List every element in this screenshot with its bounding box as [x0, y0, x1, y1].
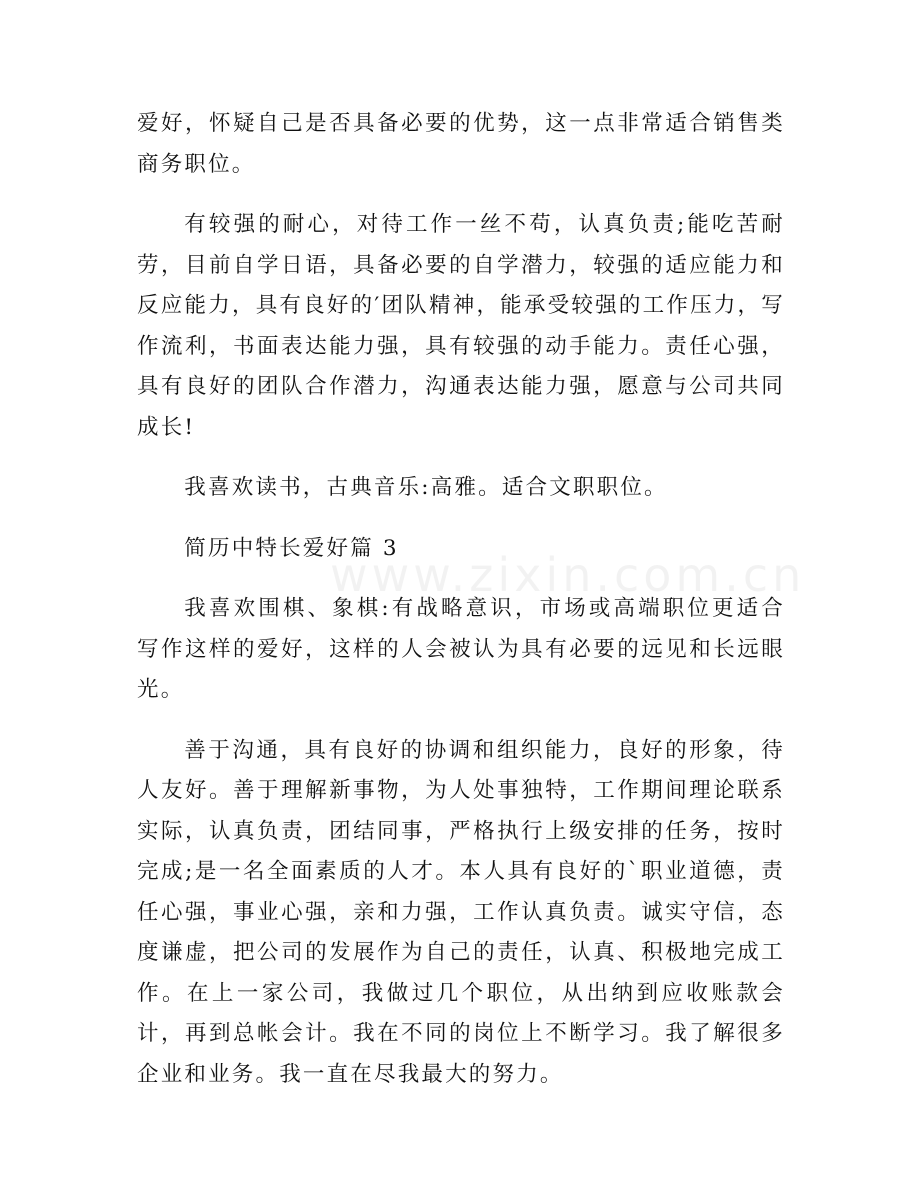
paragraph-patience-skills: 有较强的耐心，对待工作一丝不苟，认真负责;能吃苦耐劳，目前自学日语，具备必要的自学潜力，较强的适应能力和反应能力，具有良好的′团队精神，能承受较强的工作压力，写作流利，书面表达能力强，具有较强的动手能力。责任心强，具有良好的团队合作潜力，沟通表达能力强，愿意与公司共同成长! [137, 212, 785, 440]
watermark: www.zixin.com.cn [330, 548, 806, 602]
paragraph-chess: 我喜欢围棋、象棋:有战略意识，市场或高端职位更适合写作这样的爱好，这样的人会被认为具有必要的远见和长远眼光。 [137, 596, 785, 702]
section-heading: 简历中特长爱好篇 3 [184, 535, 399, 561]
paragraph-communication: 善于沟通，具有良好的协调和组织能力，良好的形象，待人友好。善于理解新事物，为人处事独特，工作期间理论联系实际，认真负责，团结同事，严格执行上级安排的任务，按时完成;是一名全面素质的人才。本人具有良好的`职业道德，责任心强，事业心强，亲和力强，工作认真负责。诚实守信，态度谦虚，把公司的发展作为自己的责任，认真、积极地完成工作。在上一家公司，我做过几个职位，从出纳到应收账款会计，再到总帐会计。我在不同的岗位上不断学习。我了解很多企业和业务。我一直在尽我最大的努力。 [137, 737, 785, 1087]
document-body [137, 104, 785, 1115]
paragraph-hobby-continuation: 爱好，怀疑自己是否具备必要的优势，这一点非常适合销售类商务职位。 [137, 111, 785, 177]
paragraph-reading-music: 我喜欢读书，古典音乐:高雅。适合文职职位。 [184, 475, 668, 500]
